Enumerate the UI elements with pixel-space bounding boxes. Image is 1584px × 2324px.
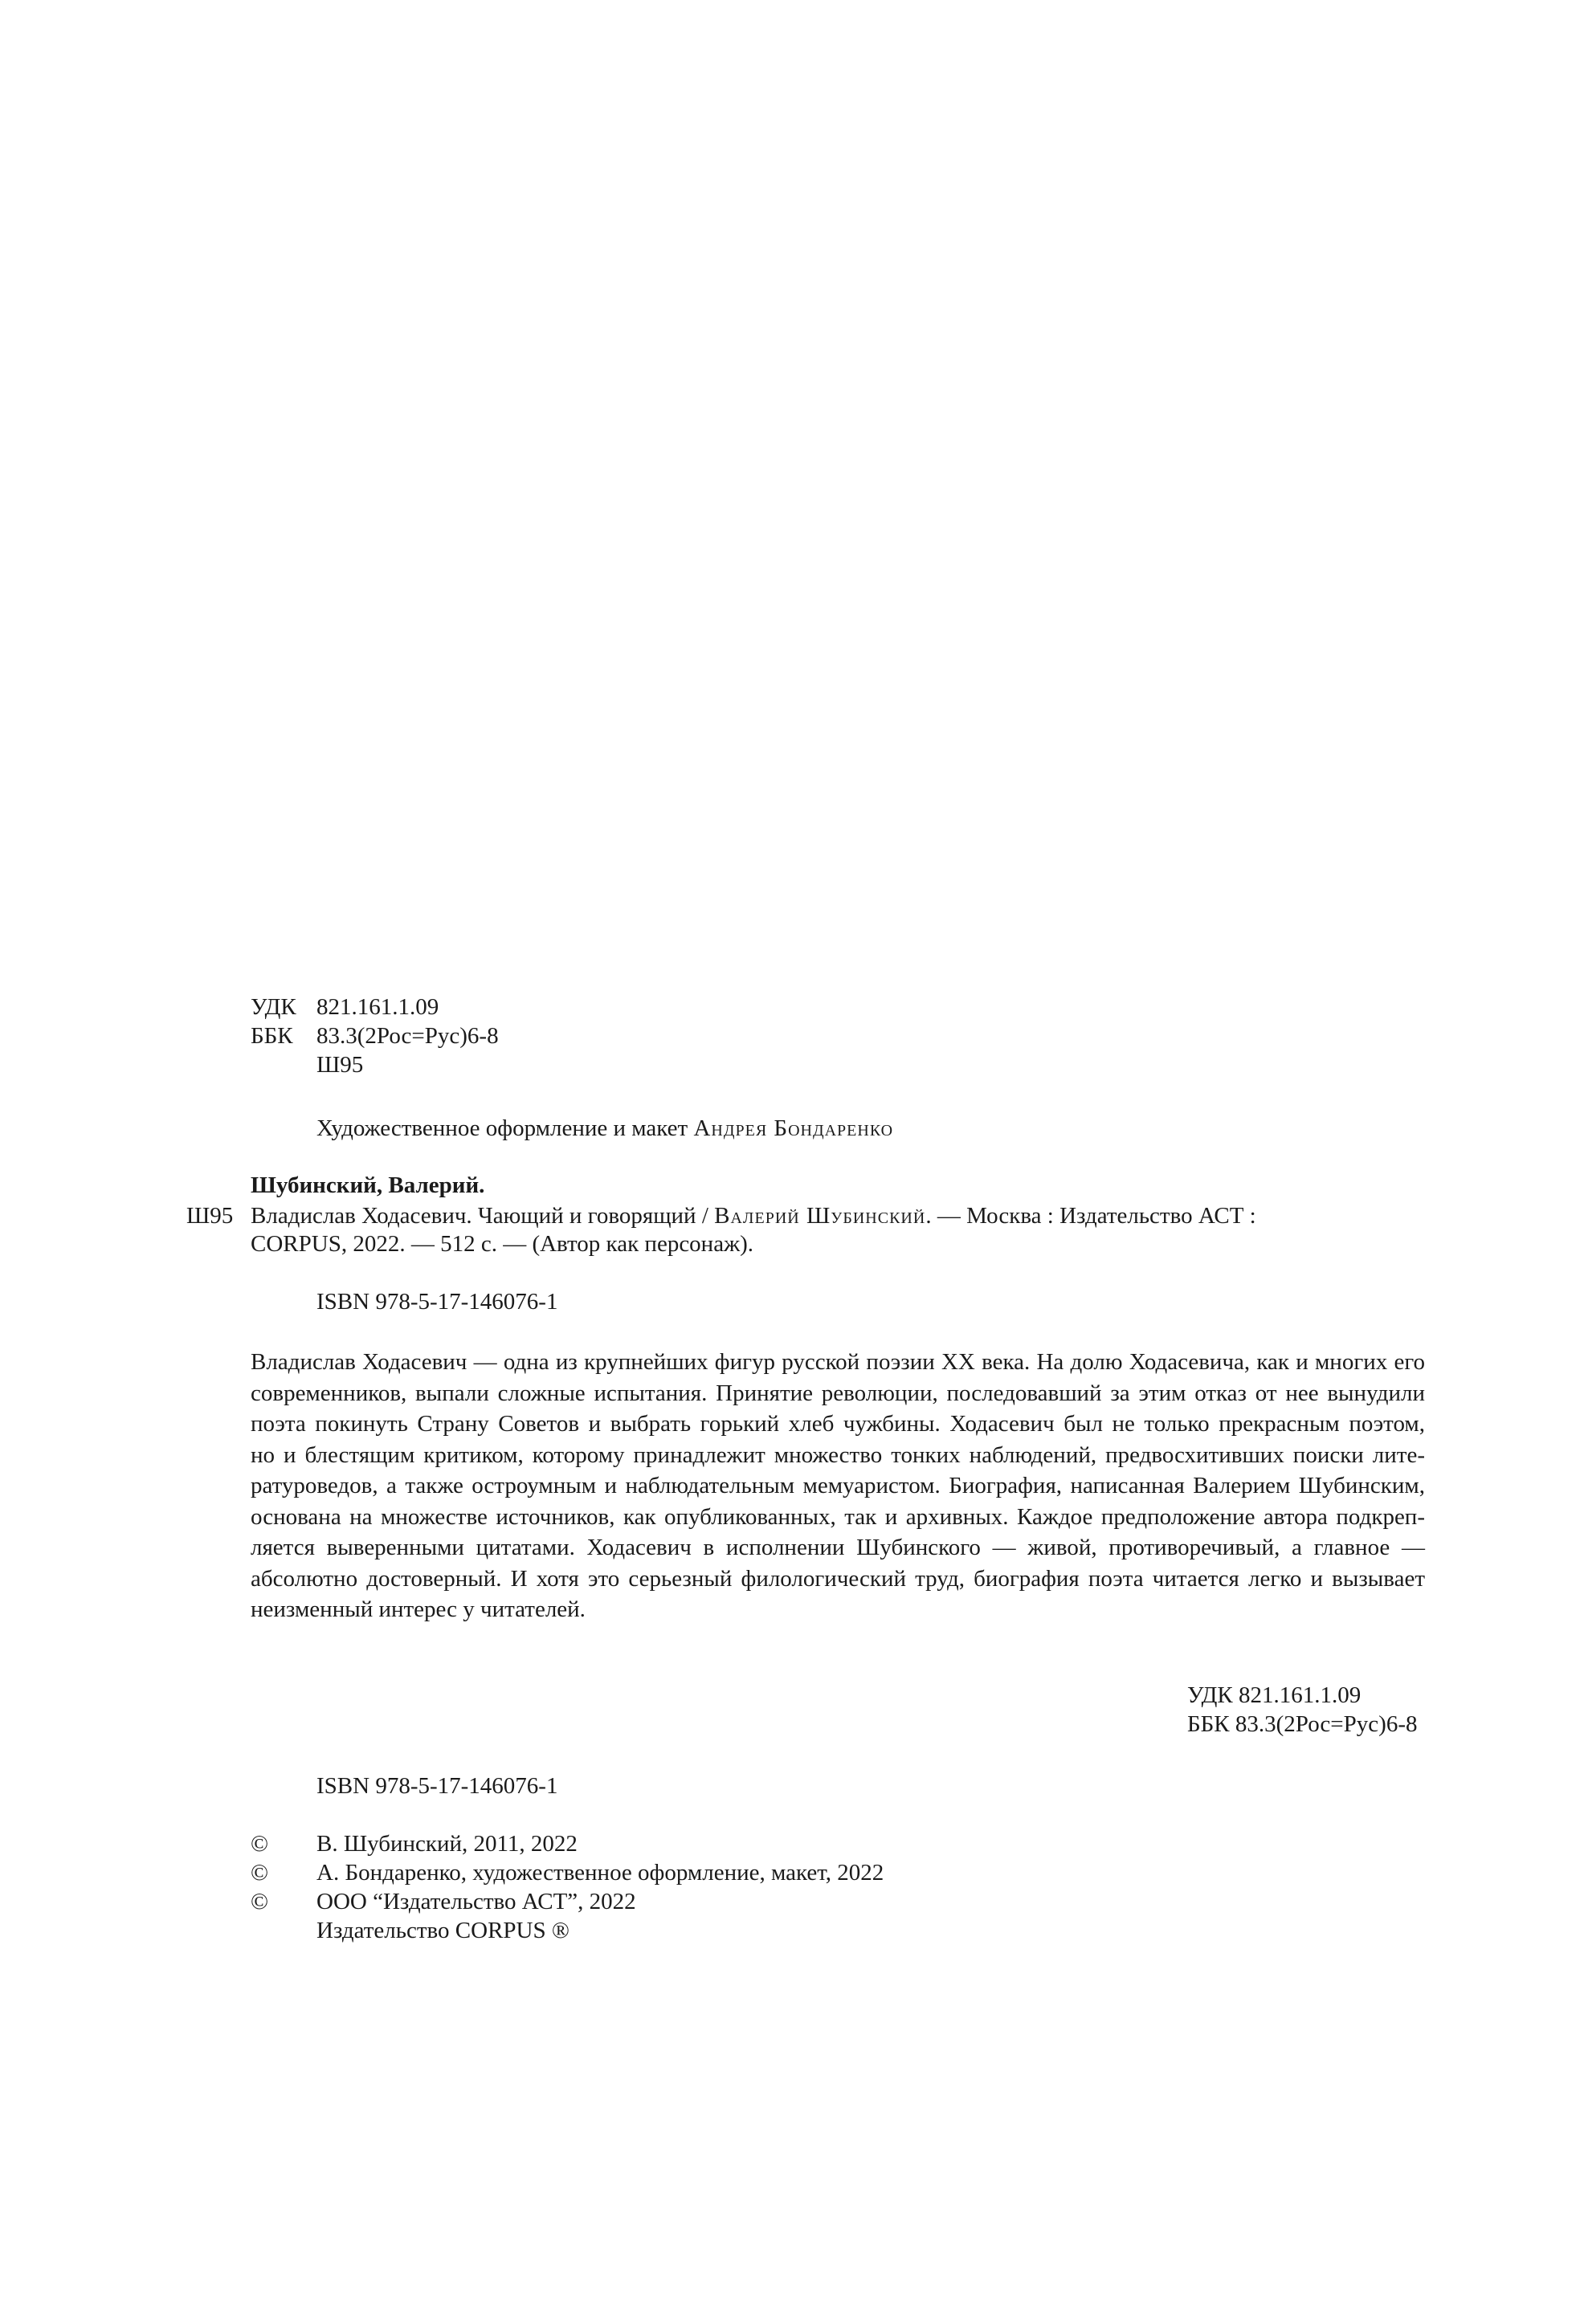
copyright-symbol: © <box>251 1831 269 1857</box>
design-credit-prefix: Художественное оформление и макет <box>316 1115 688 1141</box>
right-udk: УДК 821.161.1.09 <box>1187 1682 1362 1708</box>
copyright-line: А. Бондаренко, художественное оформление, макет, 2022 <box>316 1860 884 1886</box>
bbk-value: 83.3(2Рос=Рус)6-8 <box>316 1023 499 1049</box>
annotation-paragraph <box>251 1347 1425 1625</box>
annotation-line: ратуроведов, а также остроумным и наблюдательным мемуаристом. Биография, написанная Валерием Шубинским, <box>251 1473 1425 1498</box>
annotation-line: ляется выверенными цитатами. Ходасевич в исполнении Шубинского — живой, противоречивый, а главное — <box>251 1535 1425 1560</box>
udk-value: 821.161.1.09 <box>316 994 439 1020</box>
publisher-line: Издательство CORPUS ® <box>316 1918 570 1943</box>
annotation-line: Владислав Ходасевич — одна из крупнейших фигур русской поэзии XX века. На долю Ходасевича, как и многих его <box>251 1349 1425 1375</box>
isbn-repeat: ISBN 978-5-17-146076-1 <box>316 1773 558 1799</box>
copyright-line: ООО “Издательство АСТ”, 2022 <box>316 1889 636 1914</box>
annotation-line: основана на множестве источников, как опубликованных, так и архивных. Каждое предположение автора подкреп- <box>251 1503 1425 1530</box>
bibliographic-line-1 <box>251 1203 1256 1229</box>
annotation-line: поэта покинуть Страну Советов и выбрать горький хлеб чужбины. Ходасевич был не только прекрасным поэтом, <box>251 1411 1425 1437</box>
copyright-symbol: © <box>251 1889 269 1914</box>
copyright-symbol: © <box>251 1860 269 1886</box>
title-part: Владислав Ходасевич. Чающий и говорящий / <box>251 1203 715 1229</box>
author-mark: Ш95 <box>316 1052 364 1078</box>
author-name-smallcaps: Валерий Шубинский <box>714 1203 926 1229</box>
isbn: ISBN 978-5-17-146076-1 <box>316 1289 558 1315</box>
design-credit-name: Андрея Бондаренко <box>693 1115 894 1141</box>
publisher-part: . — Москва : Издательство АСТ : <box>925 1203 1256 1229</box>
author-heading: Шубинский, Валерий. <box>251 1172 485 1198</box>
design-credit <box>316 1115 893 1142</box>
copyright-line: В. Шубинский, 2011, 2022 <box>316 1831 578 1857</box>
bbk-label: ББК <box>251 1023 293 1049</box>
bibliographic-line-2: CORPUS, 2022. — 512 с. — (Автор как персонаж). <box>251 1231 754 1257</box>
annotation-line: но и блестящим критиком, которому принадлежит множество тонких наблюдений, предвосхитивших поиски лите- <box>251 1441 1425 1468</box>
annotation-line: неизменный интерес у читателей. <box>251 1596 586 1622</box>
margin-author-mark: Ш95 <box>186 1203 234 1229</box>
right-bbk: ББК 83.3(2Рос=Рус)6-8 <box>1187 1711 1418 1737</box>
udk-label: УДК <box>251 994 296 1020</box>
annotation-line: абсолютно достоверный. И хотя это серьезный филологический труд, биография поэта читается легко и вызывает <box>251 1565 1425 1592</box>
annotation-line: современников, выпали сложные испытания. Принятие революции, последовавший за этим отказ от нее вынудили <box>251 1380 1425 1406</box>
